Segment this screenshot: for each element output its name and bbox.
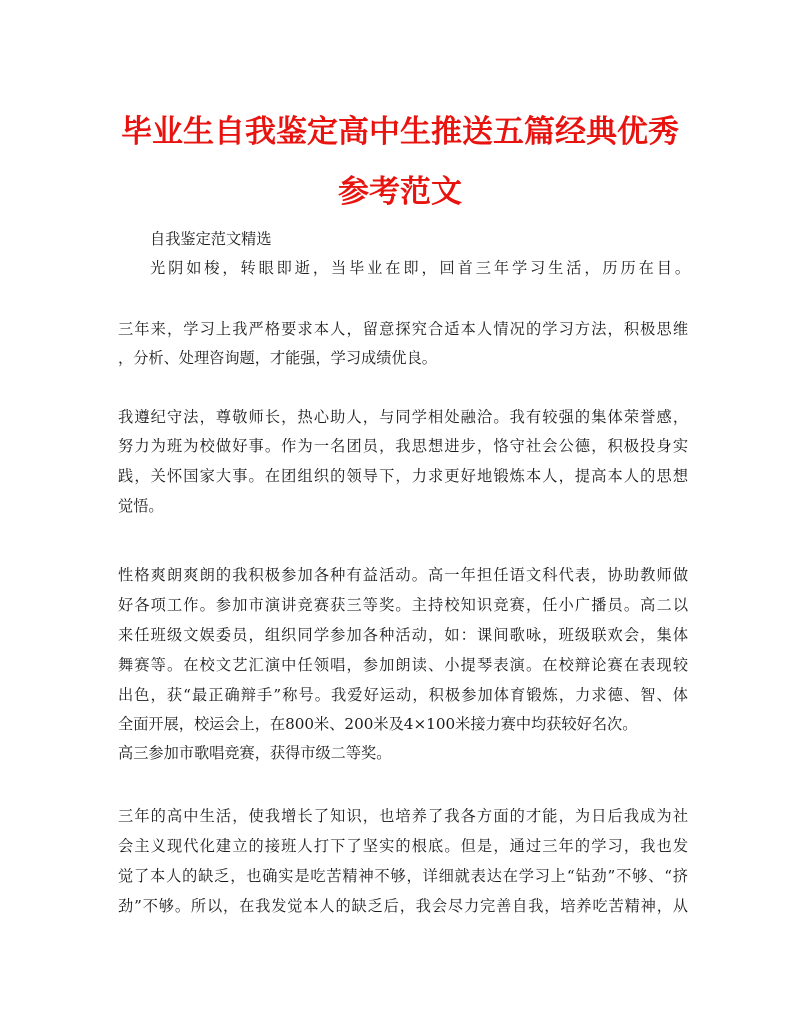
paragraph-1-line-1: 三年来，学习上我严格要求本人，留意探究合适本人情况的学习方法，积极思维: [118, 320, 688, 338]
paragraph-4-line-1: 三年的高中生活，使我增长了知识，也培养了我各方面的才能，为日后我成为社: [118, 807, 688, 825]
paragraph-4-line-4: 劲”不够。所以，在我发觉本人的缺乏后，我会尽力完善自我，培养吃苦精神，从: [118, 897, 688, 915]
paragraph-3-line-1: 性格爽朗爽朗的我积极参加各种有益活动。高一年担任语文科代表，协助教师做: [118, 566, 688, 584]
paragraph-2-line-4: 觉悟。: [118, 497, 164, 515]
paragraph-4-line-3: 觉了本人的缺乏，也确实是吃苦精神不够，详细就表达在学习上“钻劲”不够、“挤: [118, 867, 688, 885]
paragraph-3-line-6: 全面开展，校运会上，在800米、200米及4×100米接力赛中均获较好名次。: [118, 715, 638, 733]
paragraph-2-line-2: 努力为班为校做好事。作为一名团员，我思想进步，恪守社会公德，积极投身实: [118, 437, 688, 455]
paragraph-3-line-3: 来任班级文娱委员，组织同学参加各种活动，如：课间歌咏，班级联欢会，集体: [118, 626, 688, 644]
paragraph-2-line-1: 我遵纪守法，尊敬师长，热心助人，与同学相处融洽。我有较强的集体荣誉感，: [118, 408, 688, 426]
paragraph-3-line-4: 舞赛等。在校文艺汇演中任领唱，参加朗读、小提琴表演。在校辩论赛在表现较: [118, 656, 688, 674]
paragraph-3-line-5: 出色，获“最正确辩手”称号。我爱好运动，积极参加体育锻炼，力求德、智、体: [118, 686, 688, 704]
paragraph-3-line-2: 好各项工作。参加市演讲竞赛获三等奖。主持校知识竞赛，任小广播员。高二以: [118, 596, 688, 614]
paragraph-1-line-2: ，分析、处理咨询题，才能强，学习成绩优良。: [118, 349, 437, 367]
document-title-line-1: 毕业生自我鉴定高中生推送五篇经典优秀: [121, 114, 679, 150]
subtitle: 自我鉴定范文精选: [150, 230, 272, 248]
paragraph-3-line-7: 高三参加市歌唱竞赛，获得市级二等奖。: [118, 744, 392, 762]
paragraph-4-line-2: 会主义现代化建立的接班人打下了坚实的根底。但是，通过三年的学习，我也发: [118, 837, 688, 855]
document-title-line-2: 参考范文: [338, 174, 462, 210]
paragraph-2-line-3: 践，关怀国家大事。在团组织的领导下，力求更好地锻炼本人，提高本人的思想: [118, 467, 688, 485]
intro-line: 光阴如梭，转眼即逝，当毕业在即，回首三年学习生活，历历在目。: [150, 259, 690, 277]
